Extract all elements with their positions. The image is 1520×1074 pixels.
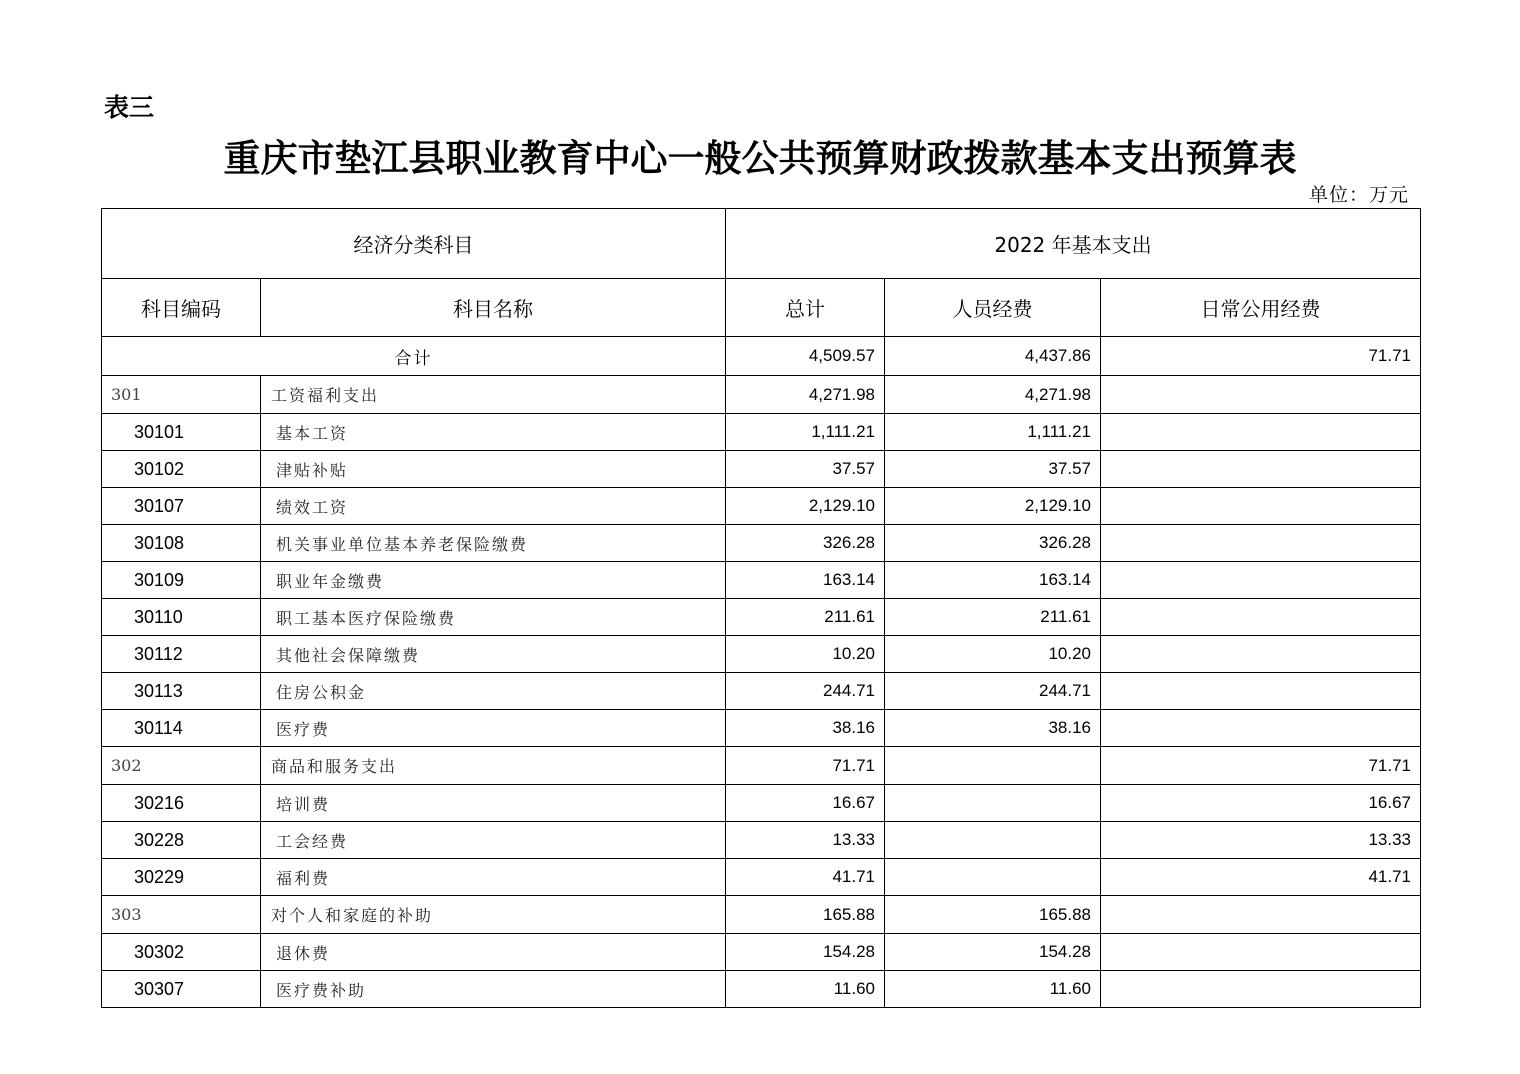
public-value bbox=[1101, 673, 1421, 710]
public-value bbox=[1101, 710, 1421, 747]
subject-name: 机关事业单位基本养老保险缴费 bbox=[261, 525, 726, 562]
subject-code: 301 bbox=[102, 376, 261, 414]
table-row bbox=[102, 896, 1421, 934]
subject-code: 302 bbox=[102, 747, 261, 785]
total-value: 37.57 bbox=[726, 451, 885, 488]
personnel-value: 10.20 bbox=[885, 636, 1101, 673]
public-value bbox=[1101, 934, 1421, 971]
header-public-expense: 日常公用经费 bbox=[1101, 279, 1421, 337]
subject-code: 30229 bbox=[102, 859, 261, 896]
public-value bbox=[1101, 599, 1421, 636]
subject-code: 30102 bbox=[102, 451, 261, 488]
subject-name: 培训费 bbox=[261, 785, 726, 822]
total-value: 11.60 bbox=[726, 971, 885, 1008]
public-value bbox=[1101, 971, 1421, 1008]
subject-name: 退休费 bbox=[261, 934, 726, 971]
table-row bbox=[102, 971, 1421, 1008]
total-label: 合计 bbox=[102, 337, 726, 376]
subject-name: 工资福利支出 bbox=[261, 376, 726, 414]
subject-name: 商品和服务支出 bbox=[261, 747, 726, 785]
public-value: 13.33 bbox=[1101, 822, 1421, 859]
table-row bbox=[102, 636, 1421, 673]
personnel-value: 244.71 bbox=[885, 673, 1101, 710]
public-value: 16.67 bbox=[1101, 785, 1421, 822]
public-value bbox=[1101, 562, 1421, 599]
unit-label: 单位：万元 bbox=[1308, 184, 1409, 206]
subject-name: 绩效工资 bbox=[261, 488, 726, 525]
subject-name: 对个人和家庭的补助 bbox=[261, 896, 726, 934]
subject-name: 福利费 bbox=[261, 859, 726, 896]
header-basic-expenditure-2022: 2022 年基本支出 bbox=[726, 209, 1421, 279]
total-value: 211.61 bbox=[726, 599, 885, 636]
personnel-value: 326.28 bbox=[885, 525, 1101, 562]
total-value: 13.33 bbox=[726, 822, 885, 859]
table-row bbox=[102, 785, 1421, 822]
total-value: 2,129.10 bbox=[726, 488, 885, 525]
public-value bbox=[1101, 525, 1421, 562]
table-row bbox=[102, 414, 1421, 451]
subject-code: 30107 bbox=[102, 488, 261, 525]
personnel-value: 2,129.10 bbox=[885, 488, 1101, 525]
public-value bbox=[1101, 376, 1421, 414]
personnel-value: 163.14 bbox=[885, 562, 1101, 599]
table-row bbox=[102, 376, 1421, 414]
header-total: 总计 bbox=[726, 279, 885, 337]
personnel-value: 165.88 bbox=[885, 896, 1101, 934]
subject-code: 303 bbox=[102, 896, 261, 934]
subject-code: 30110 bbox=[102, 599, 261, 636]
subject-code: 30109 bbox=[102, 562, 261, 599]
personnel-value bbox=[885, 747, 1101, 785]
header-personnel-expense: 人员经费 bbox=[885, 279, 1101, 337]
table-number-label: 表三 bbox=[104, 93, 155, 122]
table-row bbox=[102, 822, 1421, 859]
personnel-value: 1,111.21 bbox=[885, 414, 1101, 451]
personnel-value: 37.57 bbox=[885, 451, 1101, 488]
personnel-value: 154.28 bbox=[885, 934, 1101, 971]
total-value: 38.16 bbox=[726, 710, 885, 747]
public-value bbox=[1101, 488, 1421, 525]
total-value: 16.67 bbox=[726, 785, 885, 822]
subject-code: 30228 bbox=[102, 822, 261, 859]
public-value: 41.71 bbox=[1101, 859, 1421, 896]
subject-name: 医疗费补助 bbox=[261, 971, 726, 1008]
public-value bbox=[1101, 896, 1421, 934]
page-title: 重庆市垫江县职业教育中心一般公共预算财政拨款基本支出预算表 bbox=[223, 136, 1297, 180]
subject-code: 30307 bbox=[102, 971, 261, 1008]
table-row bbox=[102, 934, 1421, 971]
header-subject-code: 科目编码 bbox=[102, 279, 261, 337]
total-personnel: 4,437.86 bbox=[885, 337, 1101, 376]
total-value: 326.28 bbox=[726, 525, 885, 562]
subject-code: 30101 bbox=[102, 414, 261, 451]
personnel-value: 38.16 bbox=[885, 710, 1101, 747]
header-subject-name: 科目名称 bbox=[261, 279, 726, 337]
public-value bbox=[1101, 636, 1421, 673]
personnel-value: 4,271.98 bbox=[885, 376, 1101, 414]
subject-name: 其他社会保障缴费 bbox=[261, 636, 726, 673]
subject-code: 30108 bbox=[102, 525, 261, 562]
personnel-value: 211.61 bbox=[885, 599, 1101, 636]
table-row bbox=[102, 599, 1421, 636]
total-value: 1,111.21 bbox=[726, 414, 885, 451]
total-value: 10.20 bbox=[726, 636, 885, 673]
total-value: 154.28 bbox=[726, 934, 885, 971]
total-total: 4,509.57 bbox=[726, 337, 885, 376]
total-value: 163.14 bbox=[726, 562, 885, 599]
subject-code: 30114 bbox=[102, 710, 261, 747]
subject-name: 医疗费 bbox=[261, 710, 726, 747]
total-value: 71.71 bbox=[726, 747, 885, 785]
total-value: 244.71 bbox=[726, 673, 885, 710]
subject-code: 30216 bbox=[102, 785, 261, 822]
total-value: 165.88 bbox=[726, 896, 885, 934]
subject-code: 30112 bbox=[102, 636, 261, 673]
table-row bbox=[102, 562, 1421, 599]
subject-name: 职工基本医疗保险缴费 bbox=[261, 599, 726, 636]
public-value bbox=[1101, 414, 1421, 451]
table-row bbox=[102, 859, 1421, 896]
header-row-group bbox=[102, 209, 1421, 279]
table-row bbox=[102, 673, 1421, 710]
table-row bbox=[102, 710, 1421, 747]
table-row bbox=[102, 488, 1421, 525]
header-economic-classification: 经济分类科目 bbox=[102, 209, 726, 279]
total-row bbox=[102, 337, 1421, 376]
subject-name: 工会经费 bbox=[261, 822, 726, 859]
public-value bbox=[1101, 451, 1421, 488]
header-row-columns bbox=[102, 279, 1421, 337]
total-value: 41.71 bbox=[726, 859, 885, 896]
subject-name: 住房公积金 bbox=[261, 673, 726, 710]
table-row bbox=[102, 451, 1421, 488]
subject-code: 30302 bbox=[102, 934, 261, 971]
personnel-value bbox=[885, 785, 1101, 822]
subject-code: 30113 bbox=[102, 673, 261, 710]
budget-table bbox=[101, 208, 1421, 1008]
subject-name: 职业年金缴费 bbox=[261, 562, 726, 599]
subject-name: 基本工资 bbox=[261, 414, 726, 451]
table-row bbox=[102, 525, 1421, 562]
personnel-value bbox=[885, 822, 1101, 859]
total-public: 71.71 bbox=[1101, 337, 1421, 376]
public-value: 71.71 bbox=[1101, 747, 1421, 785]
table-row bbox=[102, 747, 1421, 785]
personnel-value: 11.60 bbox=[885, 971, 1101, 1008]
personnel-value bbox=[885, 859, 1101, 896]
total-value: 4,271.98 bbox=[726, 376, 885, 414]
subject-name: 津贴补贴 bbox=[261, 451, 726, 488]
